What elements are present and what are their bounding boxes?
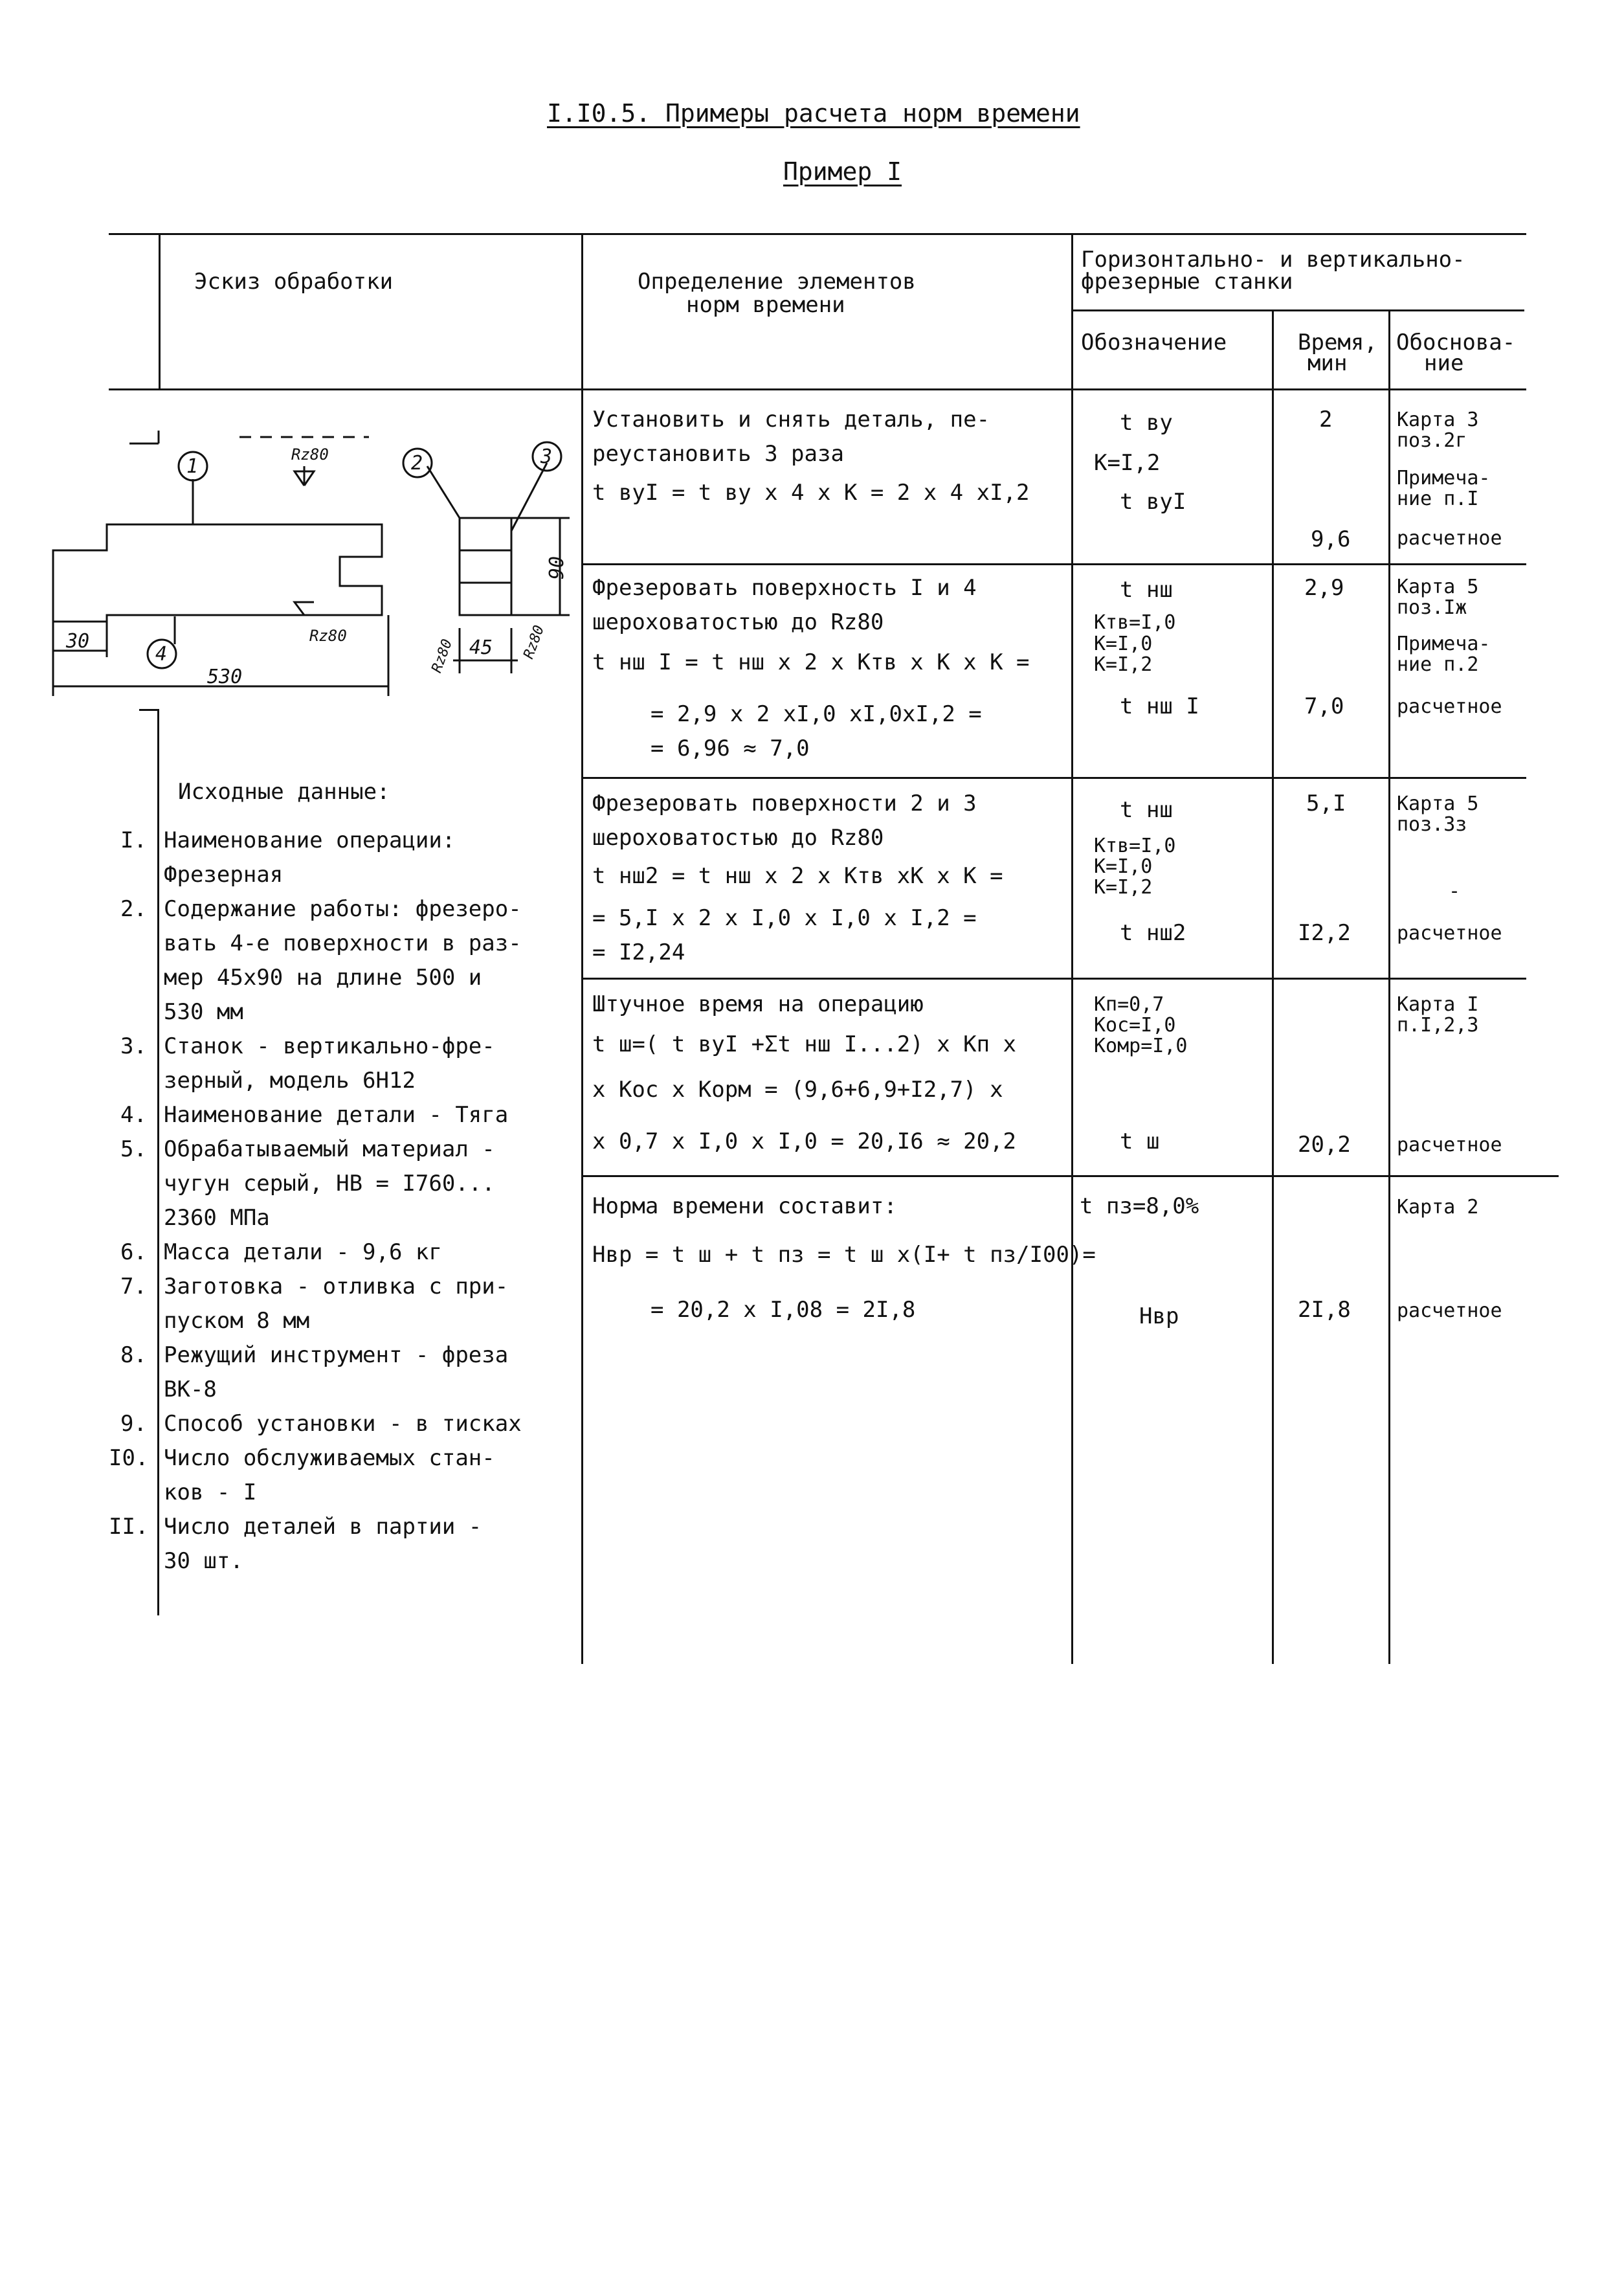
source-item-line: 530 мм <box>164 999 243 1025</box>
row-def-line: Штучное время на операцию <box>592 991 924 1017</box>
row-def-formula: Нвр = t ш + t пз = t ш х(I+ t пз/I00)= <box>592 1242 1096 1268</box>
col-divider-3 <box>1272 309 1274 1664</box>
row-basis: поз.2г <box>1397 429 1467 452</box>
source-item-num: I. <box>120 827 147 853</box>
row-basis: Карта 3 <box>1397 409 1479 431</box>
header-basis-2: ние <box>1424 350 1464 376</box>
row-def-formula: t вуI = t ву х 4 х К = 2 х 4 хI,2 <box>592 480 1030 506</box>
row-des-line: t нш <box>1120 577 1173 603</box>
source-item-line: Число обслуживаемых стан- <box>164 1445 495 1471</box>
source-item-line: мер 45х90 на длине 500 и <box>164 965 482 991</box>
source-item-num: 7. <box>120 1274 147 1299</box>
row-des-line: Комр=I,0 <box>1094 1035 1188 1057</box>
row-def-formula: t нш2 = t нш х 2 х Ктв хК х К = <box>592 863 1003 889</box>
row-time: 9,6 <box>1311 526 1351 552</box>
source-item-line: зерный, модель 6Н12 <box>164 1068 416 1094</box>
row-time: I2,2 <box>1298 920 1351 946</box>
row-des-line: Ктв=I,0 <box>1094 835 1176 857</box>
row-time: 7,0 <box>1304 693 1344 719</box>
header-sketch: Эскиз обработки <box>194 269 394 295</box>
row-des-line: К=I,2 <box>1094 653 1153 676</box>
row-def-line: Фрезеровать поверхности 2 и 3 <box>592 791 977 816</box>
source-item-line: Наименование детали - Тяга <box>164 1102 509 1128</box>
header-bottom-border <box>109 388 1526 390</box>
row-def-line: = 2,9 х 2 хI,0 хI,0хI,2 = <box>651 701 982 727</box>
row-des-line: t пз=8,0% <box>1080 1193 1199 1219</box>
header-time: Время, <box>1298 330 1377 355</box>
sketch-dim-90: 90 <box>546 556 568 579</box>
source-data-line <box>157 709 159 1615</box>
row-des-line: Ктв=I,0 <box>1094 611 1176 634</box>
header-definition: Определение элементов <box>638 269 916 295</box>
source-data-title: Исходные данные: <box>178 779 390 805</box>
row-des-line: К=I,2 <box>1094 876 1153 899</box>
group-header-divider <box>1071 309 1524 311</box>
row-des-line: К=I,2 <box>1094 450 1161 476</box>
col-divider-2 <box>1071 233 1073 1664</box>
source-item-line: Обрабатываемый материал - <box>164 1136 495 1162</box>
row-basis: расчетное <box>1397 527 1502 550</box>
row-def-line: х Кос х Корм = (9,6+6,9+I2,7) х <box>592 1077 1003 1103</box>
source-item-num: II. <box>109 1514 149 1540</box>
row-def-line: = 20,2 х I,08 = 2I,8 <box>651 1297 916 1323</box>
row-des-line: t нш <box>1120 797 1173 823</box>
source-item-num: 6. <box>120 1239 147 1265</box>
row-basis: Карта 5 <box>1397 792 1479 815</box>
row-def-line: = 5,I х 2 х I,0 х I,0 х I,2 = <box>592 905 977 931</box>
row-def-formula: t нш I = t нш х 2 х Ктв х К х К = <box>592 649 1030 675</box>
source-item-line: Масса детали - 9,6 кг <box>164 1239 442 1265</box>
row-time: 2,9 <box>1304 575 1344 601</box>
source-item-line: Число деталей в партии - <box>164 1514 482 1540</box>
row-des-line: К=I,0 <box>1094 633 1153 655</box>
sketch-label-4: 4 <box>155 643 168 666</box>
row-basis: поз.Iж <box>1397 596 1467 619</box>
row-divider-2 <box>581 777 1526 779</box>
row-basis: расчетное <box>1397 922 1502 945</box>
row-time: 2I,8 <box>1298 1297 1351 1323</box>
row-basis: Примеча- <box>1397 467 1491 489</box>
sketch-label-3: 3 <box>540 445 553 468</box>
header-definition-2: норм времени <box>686 292 845 318</box>
row-time: 5,I <box>1306 791 1346 816</box>
source-item-line: Заготовка - отливка с при- <box>164 1274 509 1299</box>
sketch-rz-bottom: Rz80 <box>309 627 347 645</box>
sketch-label-2: 2 <box>411 452 423 475</box>
header-group: Горизонтально- и вертикально- <box>1081 247 1465 273</box>
source-item-num: I0. <box>109 1445 149 1471</box>
sketch-dim-530: 530 <box>207 666 243 688</box>
source-item-num: 8. <box>120 1342 147 1368</box>
row-des-line: Нвр <box>1139 1303 1179 1329</box>
row-def-line: шероховатостью до Rz80 <box>592 825 884 851</box>
source-item-line: ков - I <box>164 1479 257 1505</box>
sketch-label-1: 1 <box>186 455 199 478</box>
sketch-dim-30: 30 <box>66 630 90 653</box>
header-designation: Обозначение <box>1081 330 1227 355</box>
row-def-line: шероховатостью до Rz80 <box>592 609 884 635</box>
example-title: Пример I <box>783 157 902 186</box>
row-def-line: х 0,7 х I,0 х I,0 = 20,I6 ≈ 20,2 <box>592 1129 1017 1154</box>
table-top-border <box>109 233 1526 235</box>
row-des-line: t нш I <box>1120 693 1199 719</box>
row-basis: Карта I <box>1397 993 1479 1016</box>
sketch-rz-side-2: Rz80 <box>520 623 548 661</box>
row-des-line: t ву <box>1120 410 1173 436</box>
source-item-line: вать 4-е поверхности в раз- <box>164 930 522 956</box>
source-item-line: Станок - вертикально-фре- <box>164 1033 495 1059</box>
row-divider-1 <box>581 563 1526 565</box>
row-basis: расчетное <box>1397 1134 1502 1156</box>
source-item-line: чугун серый, НВ = I760... <box>164 1171 495 1197</box>
source-item-line: Режущий инструмент - фреза <box>164 1342 509 1368</box>
section-title: I.I0.5. Примеры расчета норм времени <box>547 99 1080 128</box>
source-item-line: пуском 8 мм <box>164 1308 310 1334</box>
row-def-line: = 6,96 ≈ 7,0 <box>651 736 810 761</box>
row-time: 2 <box>1319 407 1333 433</box>
left-header-line <box>159 233 161 388</box>
source-item-num: 5. <box>120 1136 147 1162</box>
row-divider-3 <box>581 978 1526 980</box>
row-des-line: Кп=0,7 <box>1094 993 1164 1016</box>
row-basis: поз.3з <box>1397 813 1467 836</box>
row-des-line: К=I,0 <box>1094 855 1153 878</box>
row-des-line: Кос=I,0 <box>1094 1014 1176 1037</box>
row-basis: ние п.I <box>1397 488 1479 510</box>
row-divider-4 <box>581 1175 1559 1177</box>
header-time-unit: мин <box>1307 350 1348 376</box>
source-item-line: Содержание работы: фрезеро- <box>164 896 522 922</box>
row-basis: Примеча- <box>1397 633 1491 655</box>
source-item-line: 2360 МПа <box>164 1205 270 1231</box>
source-item-num: 9. <box>120 1411 147 1437</box>
row-basis: п.I,2,3 <box>1397 1014 1479 1037</box>
row-des-line: t нш2 <box>1120 920 1186 946</box>
sketch-rz-side: Rz80 <box>428 637 456 675</box>
processing-sketch <box>45 414 583 712</box>
row-des-line: t ш <box>1120 1129 1160 1154</box>
sketch-dim-45: 45 <box>469 636 493 659</box>
row-def-line: реустановить 3 раза <box>592 441 844 467</box>
header-basis: Обоснова- <box>1396 330 1516 355</box>
source-item-num: 3. <box>120 1033 147 1059</box>
row-def-line: Фрезеровать поверхность I и 4 <box>592 575 977 601</box>
row-basis: ние п.2 <box>1397 653 1479 676</box>
row-basis: расчетное <box>1397 695 1502 718</box>
row-basis: Карта 2 <box>1397 1196 1479 1219</box>
row-basis: Карта 5 <box>1397 576 1479 598</box>
row-def-line: = I2,24 <box>592 939 685 965</box>
row-basis: расчетное <box>1397 1299 1502 1322</box>
source-item-line: 30 шт. <box>164 1548 243 1574</box>
source-item-line: Наименование операции: <box>164 827 456 853</box>
sketch-rz-top: Rz80 <box>291 445 329 464</box>
col-divider-4 <box>1388 309 1390 1664</box>
source-item-num: 2. <box>120 896 147 922</box>
row-def-formula: t ш=( t вуI +Σt нш I...2) х Кп х <box>592 1031 1017 1057</box>
source-item-num: 4. <box>120 1102 147 1128</box>
source-item-line: Фрезерная <box>164 862 284 888</box>
row-basis: - <box>1449 880 1461 903</box>
header-group-2: фрезерные станки <box>1081 269 1293 295</box>
row-def-line: Норма времени составит: <box>592 1193 897 1219</box>
row-des-line: t вуI <box>1120 489 1186 515</box>
source-item-line: Способ установки - в тисках <box>164 1411 522 1437</box>
source-item-line: ВК-8 <box>164 1376 217 1402</box>
row-time: 20,2 <box>1298 1132 1351 1158</box>
row-def-line: Установить и снять деталь, пе- <box>592 407 990 433</box>
